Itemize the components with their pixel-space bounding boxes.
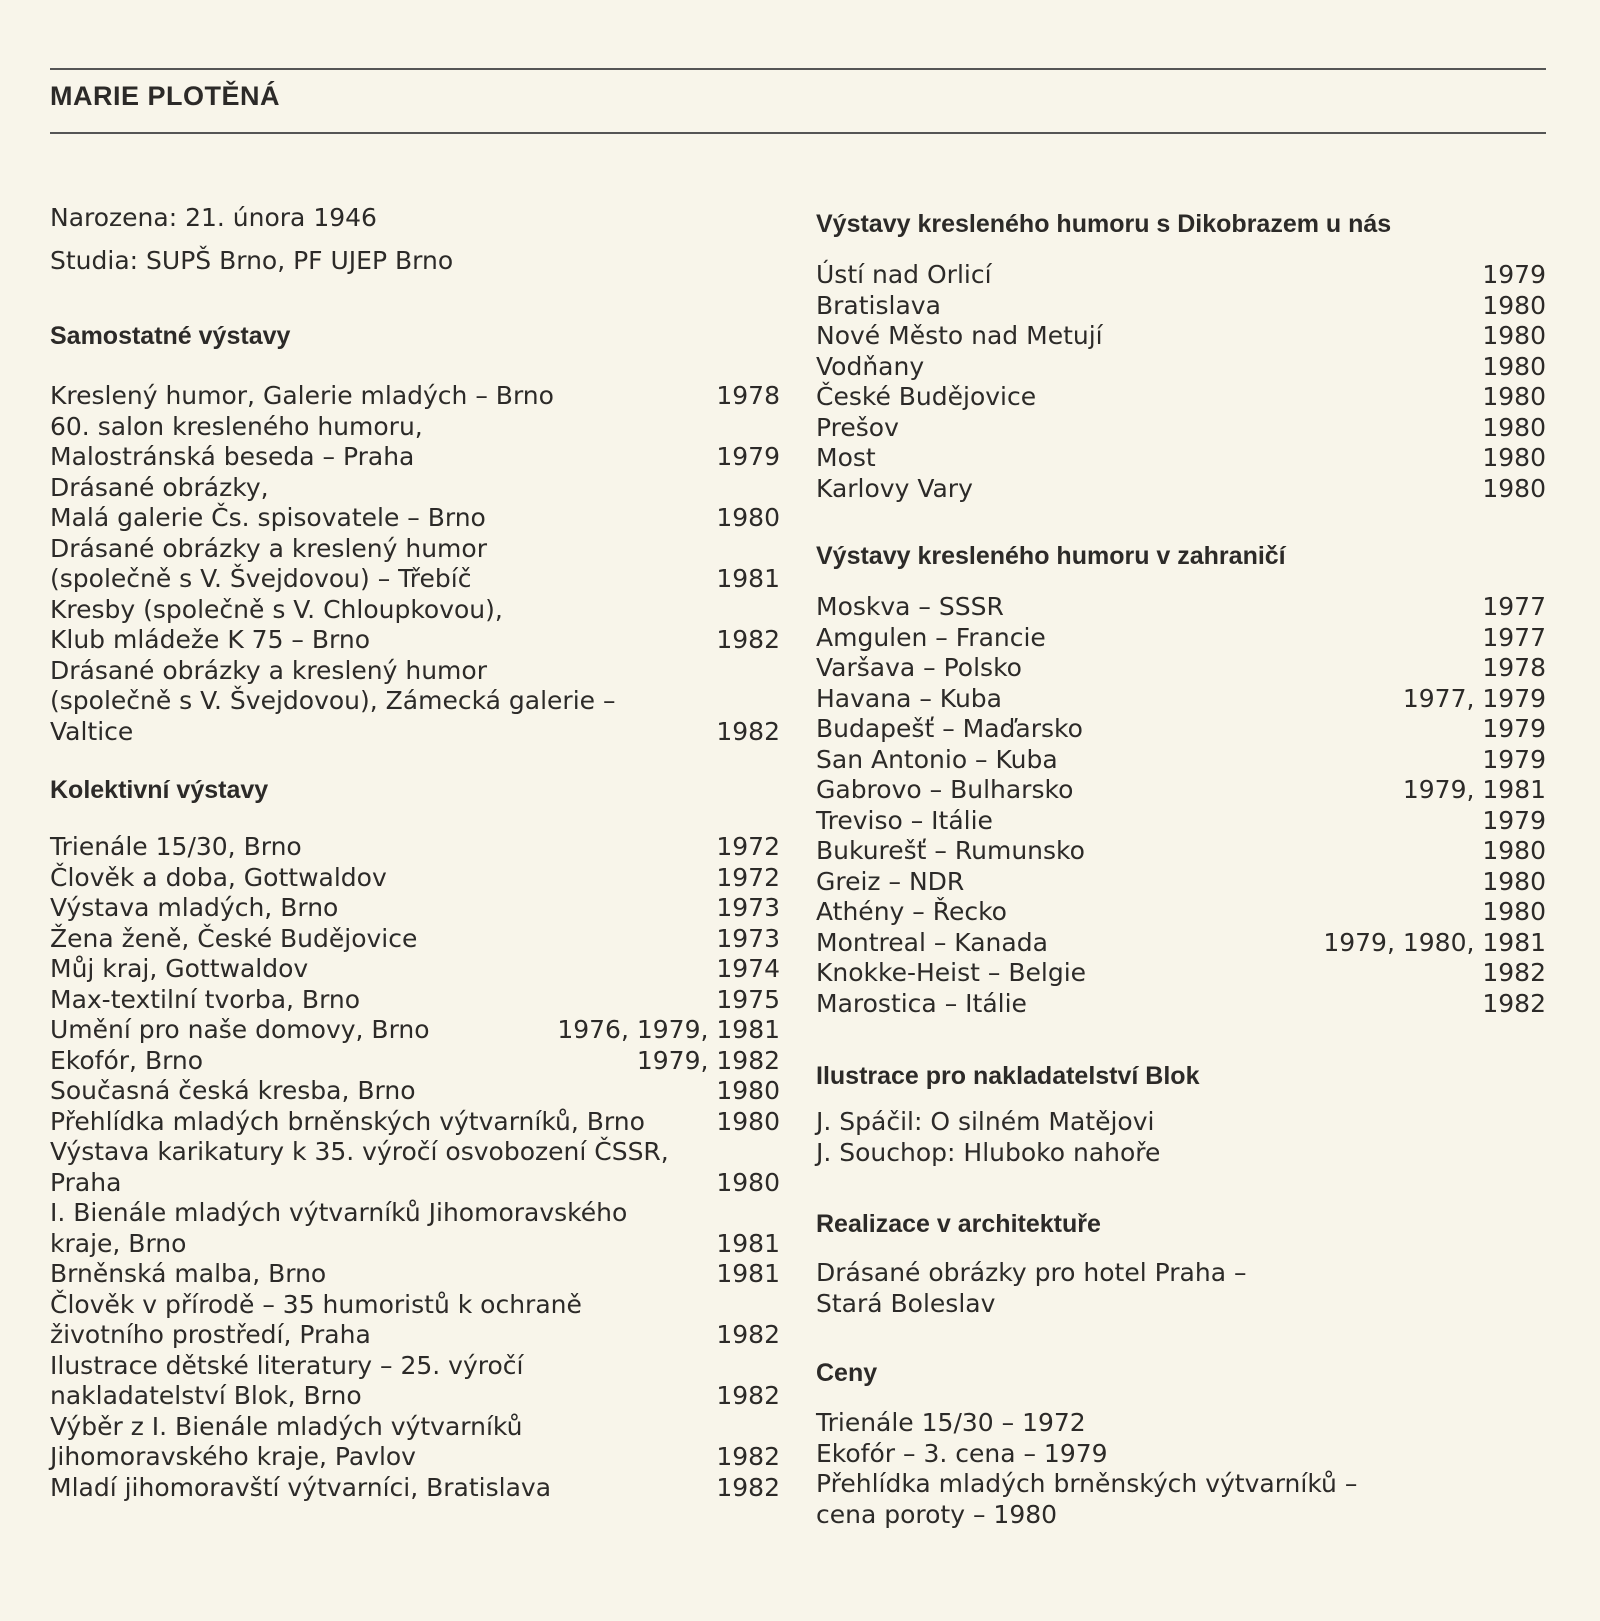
top-rule bbox=[50, 68, 1546, 70]
list-item bbox=[50, 1473, 780, 1504]
list-item bbox=[816, 714, 1546, 745]
list-item bbox=[50, 985, 780, 1016]
page-title: MARIE PLOTĚNÁ bbox=[50, 81, 281, 111]
item-text: San Antonio – Kuba bbox=[816, 744, 1058, 774]
list-item bbox=[816, 653, 1546, 684]
item-text: Kresby (společně s V. Chloupkovou), bbox=[50, 594, 503, 624]
awards-list bbox=[816, 1408, 1546, 1530]
item-year: 1980 bbox=[1482, 351, 1546, 381]
list-item bbox=[50, 1351, 780, 1382]
list-item bbox=[816, 413, 1546, 444]
item-text: Drásané obrázky a kreslený humor bbox=[50, 655, 487, 685]
award-item: Trienále 15/30 – 1972 bbox=[816, 1408, 1086, 1437]
item-text: Drásané obrázky, bbox=[50, 472, 269, 502]
illustration-item: J. Spáčil: O silném Matějovi bbox=[816, 1107, 1155, 1136]
list-item bbox=[816, 745, 1546, 776]
list-item bbox=[50, 1412, 780, 1443]
item-year: 1980 bbox=[1482, 290, 1546, 320]
item-year: 1980 bbox=[1482, 443, 1546, 472]
abroad-exhibitions-list bbox=[816, 592, 1546, 1019]
item-text: Max-textilní tvorba, Brno bbox=[50, 984, 361, 1014]
item-year: 1980 bbox=[716, 1106, 780, 1136]
item-text: Malá galerie Čs. spisovatele – Brno bbox=[50, 503, 486, 532]
item-text: Žena ženě, České Budějovice bbox=[50, 923, 418, 953]
collective-exhibitions-list bbox=[50, 832, 780, 1503]
item-year: 1978 bbox=[1482, 653, 1546, 682]
item-text: Bratislava bbox=[816, 290, 941, 320]
item-year: 1979 bbox=[1482, 805, 1546, 835]
item-year: 1979, 1980, 1981 bbox=[1323, 927, 1546, 957]
list-item bbox=[816, 806, 1546, 837]
item-year: 1980 bbox=[1482, 473, 1546, 503]
list-item bbox=[50, 534, 780, 565]
item-text: Člověk a doba, Gottwaldov bbox=[50, 862, 387, 892]
award-item: cena poroty – 1980 bbox=[816, 1499, 1058, 1529]
item-year: 1977 bbox=[1482, 622, 1546, 652]
item-year: 1982 bbox=[716, 625, 780, 654]
illustrations-list bbox=[816, 1107, 1546, 1168]
list-item bbox=[50, 1320, 780, 1351]
item-year: 1980 bbox=[1482, 321, 1546, 350]
item-year: 1980 bbox=[1482, 836, 1546, 865]
item-text: Havana – Kuba bbox=[816, 683, 1002, 713]
item-year: 1980 bbox=[716, 503, 780, 532]
list-item bbox=[50, 1168, 780, 1199]
list-item bbox=[816, 382, 1546, 413]
title-underline-rule bbox=[50, 132, 1546, 134]
item-year: 1980 bbox=[1482, 897, 1546, 926]
item-year: 1978 bbox=[716, 381, 780, 410]
item-text: Nové Město nad Metují bbox=[816, 321, 1103, 350]
item-text: I. Bienále mladých výtvarníků Jihomoravského bbox=[50, 1198, 628, 1227]
item-text: Moskva – SSSR bbox=[816, 592, 1004, 621]
item-text: Karlovy Vary bbox=[816, 473, 973, 503]
item-year: 1977, 1979 bbox=[1402, 683, 1546, 713]
item-text: Knokke-Heist – Belgie bbox=[816, 958, 1087, 987]
list-item bbox=[50, 1442, 780, 1473]
item-text: Praha bbox=[50, 1167, 122, 1197]
item-year: 1975 bbox=[716, 984, 780, 1014]
item-text: Drásané obrázky a kreslený humor bbox=[50, 533, 487, 563]
list-item bbox=[50, 893, 780, 924]
item-text: Malostránská beseda – Praha bbox=[50, 442, 415, 471]
item-text: Jihomoravského kraje, Pavlov bbox=[50, 1442, 416, 1471]
list-item bbox=[50, 625, 780, 656]
item-text: nakladatelství Blok, Brno bbox=[50, 1381, 362, 1410]
item-text: Ekofór, Brno bbox=[50, 1045, 204, 1075]
item-year: 1979 bbox=[1482, 714, 1546, 743]
studies: Studia: SUPŠ Brno, PF UJEP Brno bbox=[50, 246, 454, 275]
architecture-heading: Realizace v architektuře bbox=[816, 1210, 1101, 1238]
item-text: 60. salon kresleného humoru, bbox=[50, 411, 423, 441]
item-year: 1976, 1979, 1981 bbox=[557, 1015, 780, 1044]
list-item bbox=[50, 473, 780, 504]
list-item bbox=[50, 1198, 780, 1229]
list-item bbox=[816, 958, 1546, 989]
item-year: 1980 bbox=[716, 1076, 780, 1105]
list-item bbox=[50, 1137, 780, 1168]
item-year: 1972 bbox=[716, 832, 780, 861]
awards-heading: Ceny bbox=[816, 1359, 878, 1387]
item-text: Mladí jihomoravští výtvarníci, Bratislava bbox=[50, 1472, 552, 1502]
solo-exhibitions-heading: Samostatné výstavy bbox=[50, 322, 291, 350]
item-year: 1974 bbox=[716, 954, 780, 983]
item-year: 1973 bbox=[716, 893, 780, 922]
item-text: Člověk v přírodě – 35 humoristů k ochraně bbox=[50, 1289, 582, 1319]
list-item bbox=[816, 321, 1546, 352]
list-item bbox=[816, 836, 1546, 867]
list-item bbox=[816, 291, 1546, 322]
list-item bbox=[50, 1015, 780, 1046]
list-item bbox=[50, 1107, 780, 1138]
item-year: 1982 bbox=[716, 716, 780, 746]
solo-exhibitions-list bbox=[50, 381, 780, 747]
item-text: Výstava karikatury k 35. výročí osvobození ČSSR, bbox=[50, 1137, 669, 1166]
award-item: Přehlídka mladých brněnských výtvarníků – bbox=[816, 1469, 1358, 1498]
list-item bbox=[816, 443, 1546, 474]
item-text: Valtice bbox=[50, 716, 134, 746]
item-year: 1982 bbox=[1482, 988, 1546, 1018]
item-text: Greiz – NDR bbox=[816, 866, 965, 896]
item-text: Klub mládeže K 75 – Brno bbox=[50, 625, 370, 654]
list-item bbox=[50, 564, 780, 595]
item-text: Výběr z I. Bienále mladých výtvarníků bbox=[50, 1411, 523, 1441]
item-year: 1982 bbox=[716, 1442, 780, 1471]
item-text: Brněnská malba, Brno bbox=[50, 1259, 327, 1288]
item-year: 1979, 1981 bbox=[1402, 775, 1546, 804]
illustrations-heading: Ilustrace pro nakladatelství Blok bbox=[816, 1062, 1200, 1090]
item-text: Umění pro naše domovy, Brno bbox=[50, 1015, 430, 1044]
item-text: kraje, Brno bbox=[50, 1228, 187, 1258]
item-year: 1982 bbox=[716, 1472, 780, 1502]
item-year: 1980 bbox=[1482, 866, 1546, 896]
list-item bbox=[50, 832, 780, 863]
item-year: 1979, 1982 bbox=[636, 1045, 780, 1075]
item-text: Současná česká kresba, Brno bbox=[50, 1076, 416, 1105]
item-year: 1981 bbox=[716, 1228, 780, 1258]
item-text: Vodňany bbox=[816, 351, 925, 381]
item-year: 1981 bbox=[716, 564, 780, 593]
item-text: Montreal – Kanada bbox=[816, 927, 1048, 957]
item-text: Trienále 15/30, Brno bbox=[50, 832, 302, 861]
abroad-exhibitions-heading: Výstavy kresleného humoru v zahraničí bbox=[816, 542, 1286, 570]
item-text: (společně s V. Švejdovou) – Třebíč bbox=[50, 564, 472, 593]
item-year: 1977 bbox=[1482, 592, 1546, 621]
list-item bbox=[816, 474, 1546, 505]
item-text: Budapešť – Maďarsko bbox=[816, 714, 1083, 743]
architecture-item: Stará Boleslav bbox=[816, 1288, 996, 1318]
item-text: Můj kraj, Gottwaldov bbox=[50, 954, 309, 983]
item-year: 1979 bbox=[1482, 260, 1546, 289]
item-text: Most bbox=[816, 443, 876, 472]
item-text: Ústí nad Orlicí bbox=[816, 260, 992, 289]
item-year: 1980 bbox=[1482, 412, 1546, 442]
item-text: životního prostředí, Praha bbox=[50, 1320, 371, 1349]
item-text: Kreslený humor, Galerie mladých – Brno bbox=[50, 381, 554, 410]
list-item bbox=[50, 656, 780, 687]
birth-date: Narozena: 21. února 1946 bbox=[50, 203, 377, 232]
item-year: 1973 bbox=[716, 923, 780, 953]
list-item bbox=[816, 928, 1546, 959]
item-text: Athény – Řecko bbox=[816, 897, 1007, 926]
item-year: 1982 bbox=[716, 1381, 780, 1410]
collective-exhibitions-heading: Kolektivní výstavy bbox=[50, 776, 269, 804]
item-text: Treviso – Itálie bbox=[816, 805, 993, 835]
list-item bbox=[50, 381, 780, 412]
list-item bbox=[50, 1290, 780, 1321]
item-text: Výstava mladých, Brno bbox=[50, 893, 339, 922]
item-text: Bukurešť – Rumunsko bbox=[816, 836, 1085, 865]
list-item bbox=[50, 717, 780, 748]
award-item: Ekofór – 3. cena – 1979 bbox=[816, 1438, 1108, 1468]
item-year: 1980 bbox=[1482, 382, 1546, 411]
item-text: Ilustrace dětské literatury – 25. výročí bbox=[50, 1350, 524, 1380]
list-item bbox=[50, 686, 780, 717]
list-item bbox=[50, 1381, 780, 1412]
list-item bbox=[50, 1259, 780, 1290]
list-item bbox=[816, 775, 1546, 806]
item-year: 1979 bbox=[1482, 744, 1546, 774]
list-item bbox=[50, 412, 780, 443]
list-item bbox=[50, 442, 780, 473]
list-item bbox=[816, 989, 1546, 1020]
list-item bbox=[816, 867, 1546, 898]
dikobraz-exhibitions-heading: Výstavy kresleného humoru s Dikobrazem u nás bbox=[816, 210, 1392, 238]
item-text: Varšava – Polsko bbox=[816, 653, 1022, 682]
list-item bbox=[50, 863, 780, 894]
item-year: 1982 bbox=[1482, 958, 1546, 987]
item-text: České Budějovice bbox=[816, 382, 1037, 411]
list-item bbox=[50, 503, 780, 534]
list-item bbox=[816, 260, 1546, 291]
list-item bbox=[816, 684, 1546, 715]
item-text: Amgulen – Francie bbox=[816, 622, 1046, 652]
list-item bbox=[816, 592, 1546, 623]
item-text: Gabrovo – Bulharsko bbox=[816, 775, 1074, 804]
item-year: 1979 bbox=[716, 442, 780, 471]
item-text: Marostica – Itálie bbox=[816, 988, 1027, 1018]
item-year: 1980 bbox=[716, 1167, 780, 1197]
list-item bbox=[50, 954, 780, 985]
list-item bbox=[50, 1229, 780, 1260]
list-item bbox=[816, 623, 1546, 654]
item-text: (společně s V. Švejdovou), Zámecká galerie – bbox=[50, 686, 616, 715]
architecture-list bbox=[816, 1258, 1546, 1319]
item-year: 1981 bbox=[716, 1259, 780, 1288]
item-year: 1982 bbox=[716, 1320, 780, 1349]
list-item bbox=[50, 1046, 780, 1077]
item-text: Prešov bbox=[816, 412, 899, 442]
list-item bbox=[50, 595, 780, 626]
item-text: Přehlídka mladých brněnských výtvarníků, Brno bbox=[50, 1106, 645, 1136]
list-item bbox=[50, 1076, 780, 1107]
dikobraz-exhibitions-list bbox=[816, 260, 1546, 504]
architecture-item: Drásané obrázky pro hotel Praha – bbox=[816, 1258, 1247, 1287]
list-item bbox=[816, 897, 1546, 928]
illustration-item: J. Souchop: Hluboko nahoře bbox=[816, 1137, 1161, 1167]
item-year: 1972 bbox=[716, 862, 780, 892]
list-item bbox=[816, 352, 1546, 383]
list-item bbox=[50, 924, 780, 955]
